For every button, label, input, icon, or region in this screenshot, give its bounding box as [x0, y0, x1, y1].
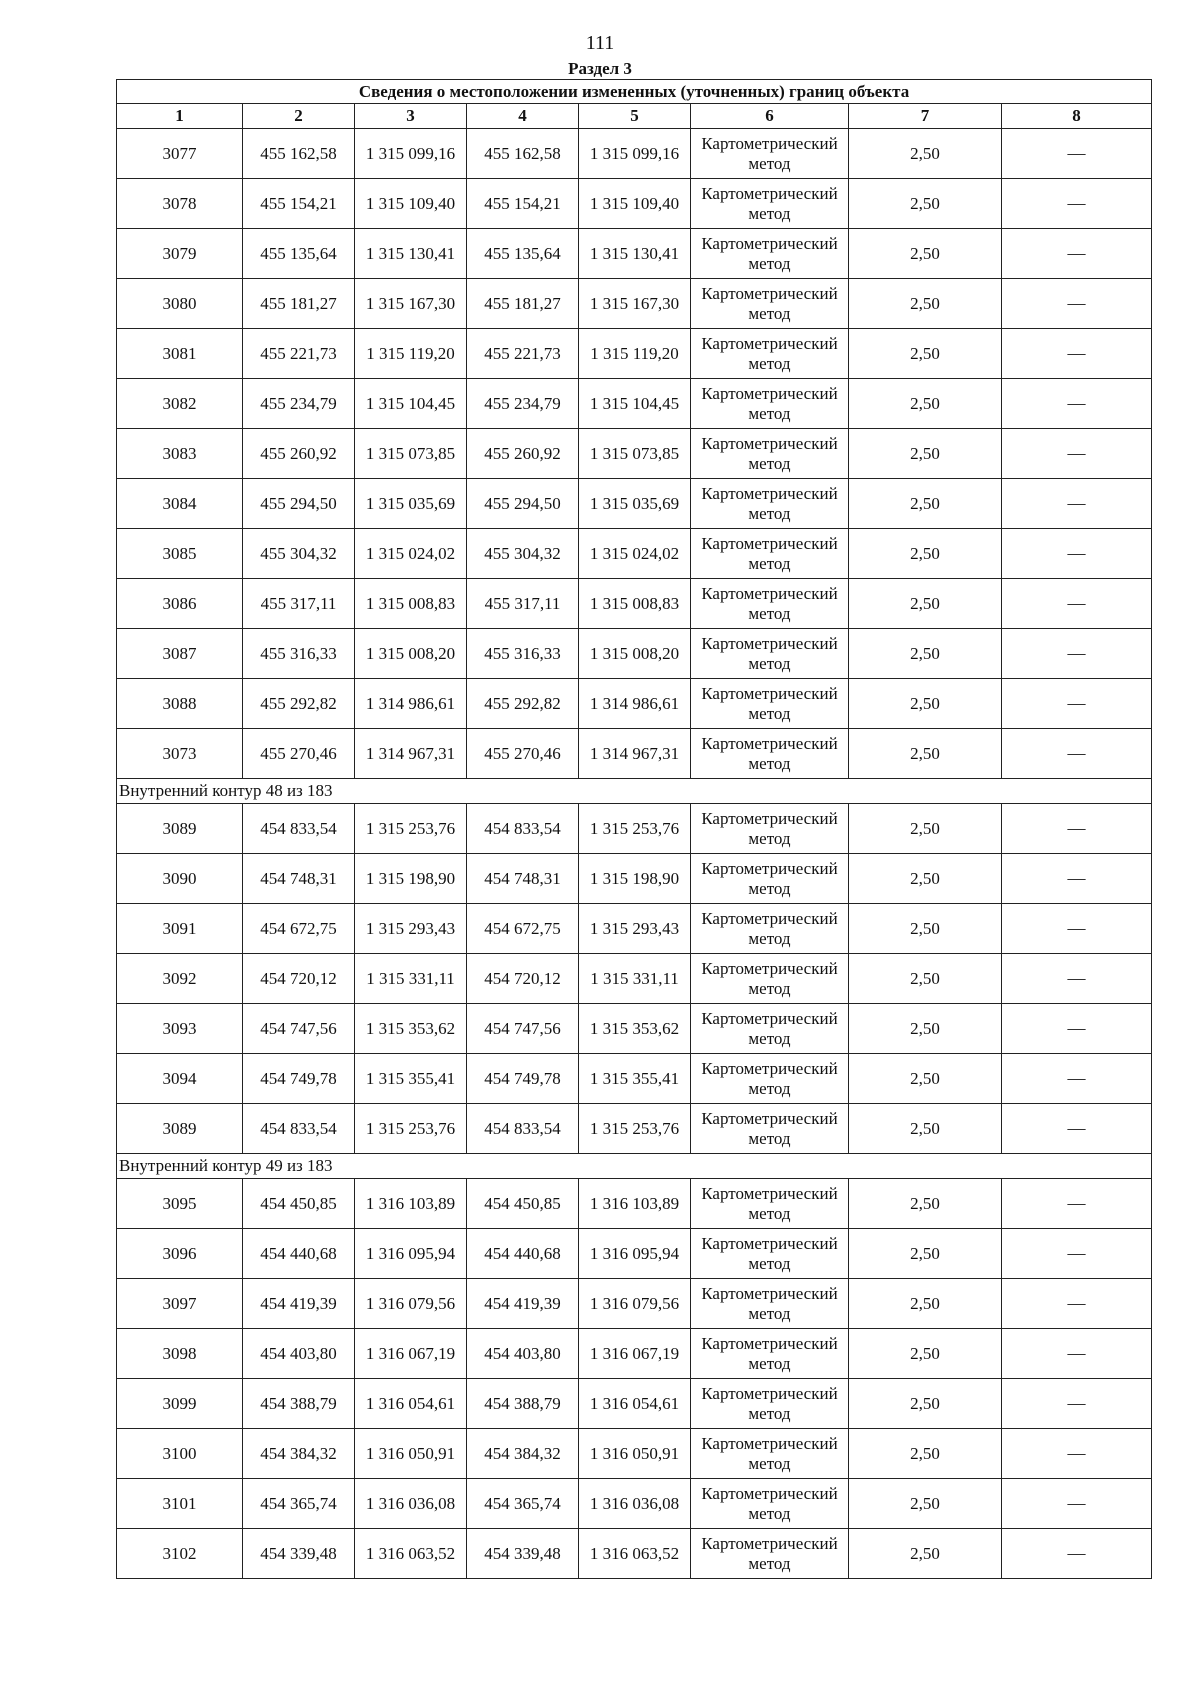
table-row [117, 954, 1152, 1004]
accuracy-cell: 2,50 [849, 679, 1002, 729]
x-existing-cell: 454 419,39 [243, 1279, 355, 1329]
y-existing-cell: 1 315 198,90 [355, 854, 467, 904]
point-number-cell: 3100 [117, 1429, 243, 1479]
accuracy-cell: 2,50 [849, 1529, 1002, 1579]
method-cell: Картометрический метод [691, 329, 849, 379]
x-existing-cell: 455 260,92 [243, 429, 355, 479]
method-cell: Картометрический метод [691, 679, 849, 729]
x-existing-cell: 455 304,32 [243, 529, 355, 579]
y-existing-cell: 1 315 109,40 [355, 179, 467, 229]
x-refined-cell: 454 384,32 [467, 1429, 579, 1479]
x-refined-cell: 454 365,74 [467, 1479, 579, 1529]
column-number-7: 7 [849, 104, 1002, 129]
accuracy-cell: 2,50 [849, 1429, 1002, 1479]
table-row [117, 429, 1152, 479]
x-existing-cell: 455 270,46 [243, 729, 355, 779]
method-cell: Картометрический метод [691, 379, 849, 429]
point-number-cell: 3094 [117, 1054, 243, 1104]
x-existing-cell: 455 234,79 [243, 379, 355, 429]
method-cell: Картометрический метод [691, 1004, 849, 1054]
y-refined-cell: 1 316 095,94 [579, 1229, 691, 1279]
x-refined-cell: 454 720,12 [467, 954, 579, 1004]
y-refined-cell: 1 315 355,41 [579, 1054, 691, 1104]
accuracy-cell: 2,50 [849, 1054, 1002, 1104]
note-cell: — [1002, 279, 1152, 329]
y-refined-cell: 1 315 035,69 [579, 479, 691, 529]
accuracy-cell: 2,50 [849, 579, 1002, 629]
note-cell: — [1002, 1479, 1152, 1529]
x-existing-cell: 454 748,31 [243, 854, 355, 904]
method-cell: Картометрический метод [691, 1229, 849, 1279]
section-title: Раздел 3 [568, 59, 632, 78]
column-number-2: 2 [243, 104, 355, 129]
note-cell: — [1002, 579, 1152, 629]
table-row [117, 279, 1152, 329]
method-cell: Картометрический метод [691, 429, 849, 479]
x-existing-cell: 454 720,12 [243, 954, 355, 1004]
accuracy-cell: 2,50 [849, 1229, 1002, 1279]
accuracy-cell: 2,50 [849, 1179, 1002, 1229]
boundary-coordinates-table [116, 79, 1152, 1579]
x-existing-cell: 455 135,64 [243, 229, 355, 279]
note-cell: — [1002, 679, 1152, 729]
method-cell: Картометрический метод [691, 1379, 849, 1429]
table-row [117, 1329, 1152, 1379]
note-cell: — [1002, 1279, 1152, 1329]
accuracy-cell: 2,50 [849, 229, 1002, 279]
method-cell: Картометрический метод [691, 579, 849, 629]
note-cell: — [1002, 129, 1152, 179]
y-existing-cell: 1 315 008,20 [355, 629, 467, 679]
y-refined-cell: 1 315 119,20 [579, 329, 691, 379]
x-existing-cell: 454 384,32 [243, 1429, 355, 1479]
point-number-cell: 3099 [117, 1379, 243, 1429]
y-refined-cell: 1 316 050,91 [579, 1429, 691, 1479]
point-number-cell: 3089 [117, 1104, 243, 1154]
note-cell: — [1002, 429, 1152, 479]
point-number-cell: 3085 [117, 529, 243, 579]
x-existing-cell: 455 181,27 [243, 279, 355, 329]
accuracy-cell: 2,50 [849, 429, 1002, 479]
accuracy-cell: 2,50 [849, 479, 1002, 529]
x-existing-cell: 455 154,21 [243, 179, 355, 229]
method-cell: Картометрический метод [691, 279, 849, 329]
y-existing-cell: 1 316 103,89 [355, 1179, 467, 1229]
table-row [117, 679, 1152, 729]
y-existing-cell: 1 316 095,94 [355, 1229, 467, 1279]
table-row [117, 1379, 1152, 1429]
x-existing-cell: 454 440,68 [243, 1229, 355, 1279]
table-row [117, 1179, 1152, 1229]
x-refined-cell: 454 672,75 [467, 904, 579, 954]
x-refined-cell: 454 833,54 [467, 1104, 579, 1154]
y-refined-cell: 1 315 253,76 [579, 804, 691, 854]
note-cell: — [1002, 1179, 1152, 1229]
point-number-cell: 3095 [117, 1179, 243, 1229]
accuracy-cell: 2,50 [849, 1479, 1002, 1529]
x-refined-cell: 455 135,64 [467, 229, 579, 279]
y-existing-cell: 1 314 967,31 [355, 729, 467, 779]
y-refined-cell: 1 315 073,85 [579, 429, 691, 479]
y-refined-cell: 1 315 130,41 [579, 229, 691, 279]
y-existing-cell: 1 315 130,41 [355, 229, 467, 279]
note-cell: — [1002, 1229, 1152, 1279]
column-number-3: 3 [355, 104, 467, 129]
point-number-cell: 3101 [117, 1479, 243, 1529]
table-row [117, 179, 1152, 229]
x-refined-cell: 455 162,58 [467, 129, 579, 179]
x-existing-cell: 455 316,33 [243, 629, 355, 679]
y-existing-cell: 1 316 063,52 [355, 1529, 467, 1579]
y-existing-cell: 1 315 035,69 [355, 479, 467, 529]
y-refined-cell: 1 315 253,76 [579, 1104, 691, 1154]
x-refined-cell: 455 304,32 [467, 529, 579, 579]
y-refined-cell: 1 315 099,16 [579, 129, 691, 179]
x-refined-cell: 454 388,79 [467, 1379, 579, 1429]
y-existing-cell: 1 315 008,83 [355, 579, 467, 629]
y-existing-cell: 1 315 355,41 [355, 1054, 467, 1104]
x-refined-cell: 454 747,56 [467, 1004, 579, 1054]
column-number-8: 8 [1002, 104, 1152, 129]
table-row [117, 1529, 1152, 1579]
table-row [117, 479, 1152, 529]
method-cell: Картометрический метод [691, 954, 849, 1004]
table-row [117, 129, 1152, 179]
note-cell: — [1002, 1429, 1152, 1479]
x-refined-cell: 454 403,80 [467, 1329, 579, 1379]
point-number-cell: 3089 [117, 804, 243, 854]
table-row [117, 579, 1152, 629]
point-number-cell: 3083 [117, 429, 243, 479]
x-existing-cell: 454 833,54 [243, 804, 355, 854]
y-refined-cell: 1 316 063,52 [579, 1529, 691, 1579]
y-refined-cell: 1 316 054,61 [579, 1379, 691, 1429]
y-refined-cell: 1 315 008,20 [579, 629, 691, 679]
point-number-cell: 3084 [117, 479, 243, 529]
y-refined-cell: 1 315 353,62 [579, 1004, 691, 1054]
note-cell: — [1002, 954, 1152, 1004]
y-existing-cell: 1 315 253,76 [355, 804, 467, 854]
x-refined-cell: 455 292,82 [467, 679, 579, 729]
method-cell: Картометрический метод [691, 1479, 849, 1529]
accuracy-cell: 2,50 [849, 279, 1002, 329]
y-existing-cell: 1 315 253,76 [355, 1104, 467, 1154]
y-existing-cell: 1 316 054,61 [355, 1379, 467, 1429]
table-row [117, 1054, 1152, 1104]
point-number-cell: 3102 [117, 1529, 243, 1579]
note-cell: — [1002, 379, 1152, 429]
accuracy-cell: 2,50 [849, 954, 1002, 1004]
table-row [117, 329, 1152, 379]
x-refined-cell: 454 833,54 [467, 804, 579, 854]
point-number-cell: 3088 [117, 679, 243, 729]
column-number-1: 1 [117, 104, 243, 129]
y-refined-cell: 1 315 331,11 [579, 954, 691, 1004]
table-row [117, 1429, 1152, 1479]
accuracy-cell: 2,50 [849, 804, 1002, 854]
x-existing-cell: 455 294,50 [243, 479, 355, 529]
method-cell: Картометрический метод [691, 129, 849, 179]
x-existing-cell: 454 747,56 [243, 1004, 355, 1054]
method-cell: Картометрический метод [691, 1104, 849, 1154]
note-cell: — [1002, 629, 1152, 679]
table-row [117, 379, 1152, 429]
x-existing-cell: 454 365,74 [243, 1479, 355, 1529]
point-number-cell: 3091 [117, 904, 243, 954]
table-row [117, 1279, 1152, 1329]
accuracy-cell: 2,50 [849, 1004, 1002, 1054]
method-cell: Картометрический метод [691, 854, 849, 904]
y-refined-cell: 1 316 079,56 [579, 1279, 691, 1329]
note-cell: — [1002, 1004, 1152, 1054]
point-number-cell: 3080 [117, 279, 243, 329]
accuracy-cell: 2,50 [849, 179, 1002, 229]
x-refined-cell: 455 234,79 [467, 379, 579, 429]
y-existing-cell: 1 316 067,19 [355, 1329, 467, 1379]
y-existing-cell: 1 314 986,61 [355, 679, 467, 729]
x-refined-cell: 454 749,78 [467, 1054, 579, 1104]
x-refined-cell: 454 440,68 [467, 1229, 579, 1279]
point-number-cell: 3092 [117, 954, 243, 1004]
y-refined-cell: 1 315 293,43 [579, 904, 691, 954]
x-existing-cell: 454 388,79 [243, 1379, 355, 1429]
contour-header-row [117, 1154, 1152, 1179]
note-cell: — [1002, 804, 1152, 854]
method-cell: Картометрический метод [691, 629, 849, 679]
note-cell: — [1002, 729, 1152, 779]
note-cell: — [1002, 529, 1152, 579]
method-cell: Картометрический метод [691, 179, 849, 229]
method-cell: Картометрический метод [691, 229, 849, 279]
method-cell: Картометрический метод [691, 529, 849, 579]
accuracy-cell: 2,50 [849, 129, 1002, 179]
accuracy-cell: 2,50 [849, 904, 1002, 954]
method-cell: Картометрический метод [691, 804, 849, 854]
y-existing-cell: 1 315 073,85 [355, 429, 467, 479]
point-number-cell: 3078 [117, 179, 243, 229]
table-row [117, 904, 1152, 954]
table-row [117, 854, 1152, 904]
x-refined-cell: 454 339,48 [467, 1529, 579, 1579]
y-existing-cell: 1 315 167,30 [355, 279, 467, 329]
y-refined-cell: 1 315 109,40 [579, 179, 691, 229]
y-refined-cell: 1 316 103,89 [579, 1179, 691, 1229]
contour-label: Внутренний контур 48 из 183 [117, 779, 1152, 804]
x-refined-cell: 455 294,50 [467, 479, 579, 529]
y-existing-cell: 1 315 331,11 [355, 954, 467, 1004]
table-row [117, 229, 1152, 279]
table-row [117, 1104, 1152, 1154]
y-existing-cell: 1 315 353,62 [355, 1004, 467, 1054]
y-refined-cell: 1 316 036,08 [579, 1479, 691, 1529]
accuracy-cell: 2,50 [849, 529, 1002, 579]
table-caption-row [117, 80, 1152, 104]
contour-header-row [117, 779, 1152, 804]
accuracy-cell: 2,50 [849, 379, 1002, 429]
x-refined-cell: 454 748,31 [467, 854, 579, 904]
accuracy-cell: 2,50 [849, 1379, 1002, 1429]
method-cell: Картометрический метод [691, 1429, 849, 1479]
y-refined-cell: 1 315 024,02 [579, 529, 691, 579]
point-number-cell: 3090 [117, 854, 243, 904]
y-existing-cell: 1 315 293,43 [355, 904, 467, 954]
method-cell: Картометрический метод [691, 479, 849, 529]
method-cell: Картометрический метод [691, 729, 849, 779]
table-body [117, 80, 1152, 1579]
point-number-cell: 3086 [117, 579, 243, 629]
table-row [117, 804, 1152, 854]
x-existing-cell: 454 749,78 [243, 1054, 355, 1104]
accuracy-cell: 2,50 [849, 329, 1002, 379]
x-existing-cell: 454 672,75 [243, 904, 355, 954]
y-existing-cell: 1 315 024,02 [355, 529, 467, 579]
point-number-cell: 3081 [117, 329, 243, 379]
table-row [117, 629, 1152, 679]
column-number-5: 5 [579, 104, 691, 129]
accuracy-cell: 2,50 [849, 1279, 1002, 1329]
x-refined-cell: 454 450,85 [467, 1179, 579, 1229]
x-refined-cell: 455 154,21 [467, 179, 579, 229]
y-refined-cell: 1 314 986,61 [579, 679, 691, 729]
accuracy-cell: 2,50 [849, 629, 1002, 679]
x-refined-cell: 455 316,33 [467, 629, 579, 679]
x-existing-cell: 454 403,80 [243, 1329, 355, 1379]
note-cell: — [1002, 854, 1152, 904]
method-cell: Картометрический метод [691, 1279, 849, 1329]
accuracy-cell: 2,50 [849, 729, 1002, 779]
x-existing-cell: 455 162,58 [243, 129, 355, 179]
note-cell: — [1002, 1104, 1152, 1154]
x-existing-cell: 454 833,54 [243, 1104, 355, 1154]
note-cell: — [1002, 904, 1152, 954]
y-refined-cell: 1 316 067,19 [579, 1329, 691, 1379]
note-cell: — [1002, 1329, 1152, 1379]
y-refined-cell: 1 315 104,45 [579, 379, 691, 429]
note-cell: — [1002, 229, 1152, 279]
y-refined-cell: 1 315 167,30 [579, 279, 691, 329]
page-number: 111 [585, 32, 615, 54]
y-existing-cell: 1 316 079,56 [355, 1279, 467, 1329]
table-row [117, 729, 1152, 779]
y-refined-cell: 1 315 198,90 [579, 854, 691, 904]
x-refined-cell: 455 221,73 [467, 329, 579, 379]
x-refined-cell: 455 181,27 [467, 279, 579, 329]
method-cell: Картометрический метод [691, 1054, 849, 1104]
x-refined-cell: 455 260,92 [467, 429, 579, 479]
note-cell: — [1002, 1054, 1152, 1104]
table-caption: Сведения о местоположении измененных (уточненных) границ объекта [117, 80, 1152, 104]
note-cell: — [1002, 1379, 1152, 1429]
x-refined-cell: 455 270,46 [467, 729, 579, 779]
method-cell: Картометрический метод [691, 1179, 849, 1229]
table-row [117, 1004, 1152, 1054]
point-number-cell: 3098 [117, 1329, 243, 1379]
point-number-cell: 3096 [117, 1229, 243, 1279]
note-cell: — [1002, 479, 1152, 529]
y-existing-cell: 1 316 050,91 [355, 1429, 467, 1479]
x-existing-cell: 454 450,85 [243, 1179, 355, 1229]
method-cell: Картометрический метод [691, 1529, 849, 1579]
point-number-cell: 3097 [117, 1279, 243, 1329]
x-refined-cell: 454 419,39 [467, 1279, 579, 1329]
y-refined-cell: 1 314 967,31 [579, 729, 691, 779]
x-existing-cell: 454 339,48 [243, 1529, 355, 1579]
method-cell: Картометрический метод [691, 904, 849, 954]
contour-label: Внутренний контур 49 из 183 [117, 1154, 1152, 1179]
point-number-cell: 3082 [117, 379, 243, 429]
column-number-6: 6 [691, 104, 849, 129]
table-row [117, 1479, 1152, 1529]
method-cell: Картометрический метод [691, 1329, 849, 1379]
y-existing-cell: 1 315 104,45 [355, 379, 467, 429]
y-existing-cell: 1 315 119,20 [355, 329, 467, 379]
accuracy-cell: 2,50 [849, 1329, 1002, 1379]
table-row [117, 529, 1152, 579]
note-cell: — [1002, 179, 1152, 229]
table-row [117, 1229, 1152, 1279]
accuracy-cell: 2,50 [849, 854, 1002, 904]
note-cell: — [1002, 329, 1152, 379]
point-number-cell: 3077 [117, 129, 243, 179]
accuracy-cell: 2,50 [849, 1104, 1002, 1154]
note-cell: — [1002, 1529, 1152, 1579]
x-existing-cell: 455 292,82 [243, 679, 355, 729]
y-refined-cell: 1 315 008,83 [579, 579, 691, 629]
x-existing-cell: 455 221,73 [243, 329, 355, 379]
x-refined-cell: 455 317,11 [467, 579, 579, 629]
point-number-cell: 3079 [117, 229, 243, 279]
column-number-4: 4 [467, 104, 579, 129]
point-number-cell: 3073 [117, 729, 243, 779]
point-number-cell: 3093 [117, 1004, 243, 1054]
point-number-cell: 3087 [117, 629, 243, 679]
y-existing-cell: 1 315 099,16 [355, 129, 467, 179]
column-numbers-row [117, 104, 1152, 129]
x-existing-cell: 455 317,11 [243, 579, 355, 629]
y-existing-cell: 1 316 036,08 [355, 1479, 467, 1529]
